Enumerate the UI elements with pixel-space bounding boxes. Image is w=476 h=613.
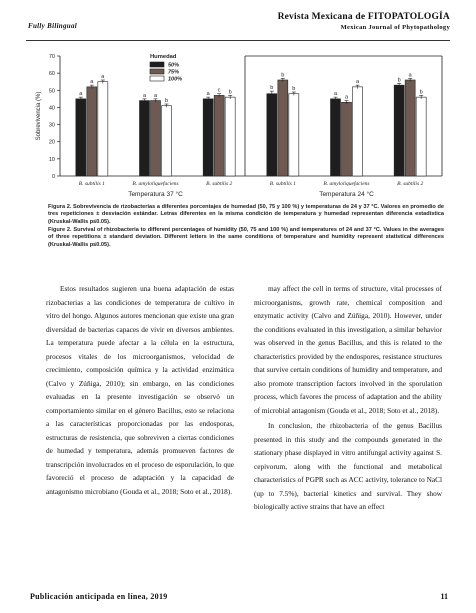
significance-letter: a: [355, 79, 360, 86]
x-tick-label: B. subtilis 1: [269, 181, 296, 187]
y-tick-label: 20: [48, 139, 55, 146]
page-number: 11: [440, 592, 448, 601]
group-label: Temperatura 37 °C: [128, 191, 183, 198]
figure-caption-en: [48, 227, 444, 249]
body-column-right: [254, 282, 442, 516]
significance-letter: a: [344, 94, 349, 101]
y-tick-label: 0: [51, 174, 55, 180]
bar: [331, 99, 341, 176]
bar: [405, 80, 415, 176]
significance-letter: b: [419, 89, 423, 96]
legend-swatch: [150, 69, 164, 74]
bar: [416, 97, 426, 176]
body-column-left: [46, 282, 234, 500]
survival-bar-chart: [30, 48, 450, 200]
figure-caption-es: [48, 204, 444, 226]
bar: [278, 80, 288, 176]
significance-letter: a: [79, 91, 83, 98]
significance-letter: b: [164, 98, 169, 104]
significance-letter: a: [408, 72, 412, 79]
bar: [87, 87, 97, 176]
bar: [76, 99, 86, 176]
bar: [98, 82, 108, 176]
y-tick-label: 40: [48, 105, 55, 112]
bar: [151, 101, 161, 176]
bar: [203, 99, 213, 176]
significance-letter: a: [333, 91, 338, 98]
significance-letter: a: [90, 79, 94, 86]
x-tick-label: B. amyloliquefaciens: [323, 181, 370, 187]
y-tick-label: 60: [48, 71, 55, 78]
running-header-left: Fully Bilingual: [28, 22, 78, 30]
group-label: Temperatura 24 °C: [319, 191, 374, 198]
caption-en-lead: Figure 2.: [48, 227, 72, 233]
bar: [289, 94, 299, 176]
journal-subtitle: Mexican Journal of Phytopathology: [340, 24, 450, 31]
legend-title: Humedad: [150, 54, 177, 60]
caption-es-lead: Figura 2.: [48, 204, 72, 210]
bar: [394, 85, 404, 176]
legend-label: 50%: [168, 62, 180, 69]
bar: [140, 101, 150, 176]
bar: [267, 94, 277, 176]
x-tick-label: B. subtilis 2: [206, 181, 233, 187]
y-tick-label: 10: [48, 156, 55, 163]
significance-letter: a: [101, 74, 105, 80]
caption-es-text: Sobrevivencia de rizobacterias a diferentes porcentajes de humedad (50, 75 y 100 %) y temperaturas de 24 y 37 °C. Valores en promedio de tres repeticiones ± desviación estándar. Letras diferentes en la misma condición de temperatura y humedad representan diferencia estadística (Kruskal-Wallis p≤0.05).: [48, 204, 444, 225]
bar: [342, 102, 352, 176]
y-tick-label: 30: [48, 122, 55, 129]
y-axis-label: Sobrevivencia (%): [36, 91, 42, 141]
journal-title: Revista Mexicana de FITOPATOLOGÍA: [277, 12, 450, 22]
header-divider: [26, 40, 450, 41]
significance-letter: a: [142, 92, 147, 99]
significance-letter: b: [292, 86, 296, 92]
caption-en-text: Survival of rhizobacteria to different percentages of humidity (50, 75 and 100 %) and temperatures of 24 and 37 °C. Values in the averages of three repetitions ± standard deviation. Different letters in the same conditions of temperature and humidity represent statistical differences (Kruskal-Wallis p≤0.05).: [48, 227, 445, 248]
journal-header: [278, 12, 450, 31]
chart-svg: [30, 48, 450, 200]
significance-letter: b: [270, 85, 274, 92]
significance-letter: c: [217, 87, 221, 94]
legend-label: 100%: [168, 76, 183, 83]
significance-letter: b: [281, 72, 285, 79]
bar: [214, 95, 224, 176]
significance-letter: b: [228, 89, 232, 96]
x-tick-label: B. subtilis 1: [78, 181, 105, 187]
bar: [353, 87, 363, 176]
significance-letter: a: [153, 92, 158, 99]
paragraph-en-1: may affect the cell in terms of structure, vital processes of microorganisms, growth rate, chemical composition and enzymatic activity (Calvo and Zúñiga, 2010). However, under the conditions evaluated in this investigation, a similar behavior was observed in the genus Bacillus, and this is related to the characteristics provided by the endospores, resistance structures that survive certain conditions of humidity and temperature, and also promote transcription factors involved in the sporulation process, which favores the process of adaptation and the ability of microbial antagonism (Gouda et al., 2018; Soto et al., 2018).: [254, 284, 442, 415]
x-tick-label: B. amyloliquefaciens: [132, 181, 179, 187]
legend-swatch: [150, 62, 164, 67]
x-tick-label: B. subtilis 2: [397, 181, 424, 187]
legend-swatch: [150, 76, 164, 81]
bar: [225, 97, 235, 176]
paragraph-es: Estos resultados sugieren una buena adaptación de estas rizobacterias a las condiciones de temperatura de cultivo in vitro del hongo. Algunos autores mencionan que existe una gran diversidad de bacterias capaces de vivir en diversos ambientes. La temperatura puede afectar a la célula en la estructura, procesos vitales de los microorganismos, velocidad de crecimiento, composición química y la actividad enzimática (Calvo y Zúñiga, 2010); sin embargo, en las condiciones evaluadas en la presente investigación se observó un comportamiento similar en el género Bacillus, esto se relaciona a las características proporcionadas por las endosporas, estructuras de resistencia, que sobreviven a ciertas condiciones de humedad y temperatura, además promueven factores de transcripción involucrados en el proceso de esporulación, lo que favoreció el proceso de adaptación y la capacidad de antagonismo microbiano (Gouda et al., 2018; Soto et al., 2018).: [46, 284, 234, 496]
significance-letter: b: [397, 77, 401, 84]
y-tick-label: 70: [48, 54, 55, 60]
y-tick-label: 50: [48, 88, 55, 95]
footer-publication-note: Publicación anticipada en línea, 2019: [30, 592, 168, 601]
legend-label: 75%: [168, 69, 180, 76]
bar: [162, 106, 172, 176]
paragraph-en-2: In conclusion, the rhizobacteria of the genus Bacillus presented in this study and the compounds generated in the stationary phase displayed in vitro antifungal activity against S. cepivorum, along with the functional and metabolical characteristics of PGPR such as ACC activity, tolerance to NaCl (up to 7.5%), bacterial kinetics and survival. They show biologically active strains that have an effect: [254, 421, 442, 511]
significance-letter: a: [206, 91, 210, 98]
